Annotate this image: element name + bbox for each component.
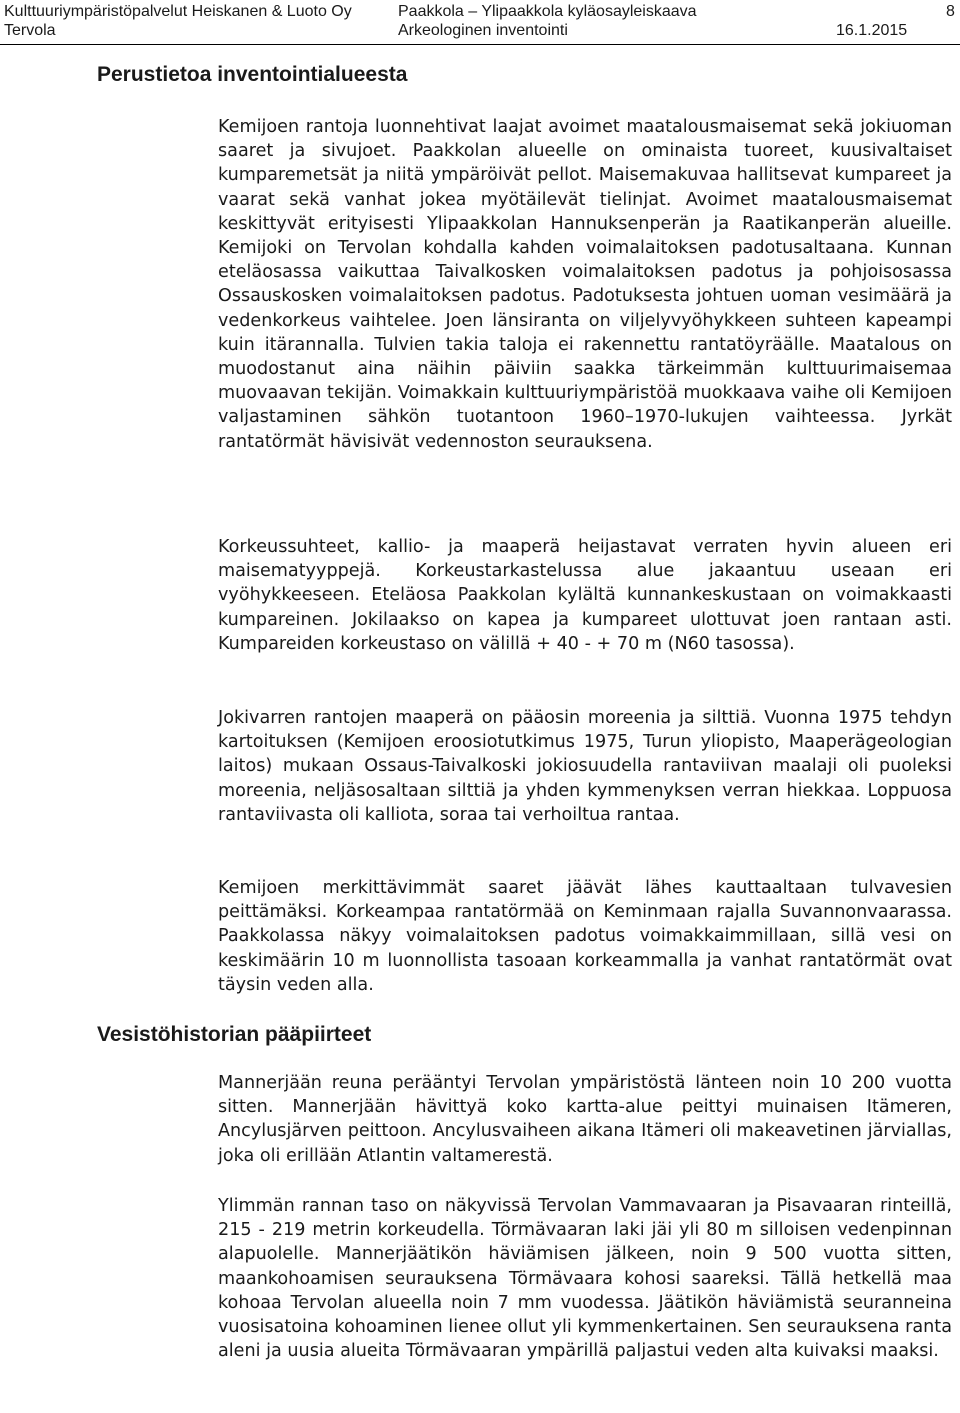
header-report-type: Arkeologinen inventointi (398, 22, 568, 39)
page-header (0, 0, 960, 45)
header-date: 16.1.2015 (836, 22, 908, 39)
header-company: Kulttuuriympäristöpalvelut Heiskanen & Luoto Oy (4, 3, 352, 20)
header-project: Paakkola – Ylipaakkola kyläosayleiskaava (398, 3, 697, 20)
header-municipality: Tervola (4, 22, 56, 39)
section-heading-survey-area: Perustietoa inventointialueesta (97, 63, 408, 86)
header-page-number: 8 (946, 3, 955, 20)
paragraph-soil: Jokivarren rantojen maaperä on pääosin moreenia ja silttiä. Vuonna 1975 tehdyn kartoituksen (Kemijoen eroosiotutkimus 1975, Turun yliopisto, Maaperägeologian laitos) mukaan Ossaus-Taivalkoski jokiosuudella rantaviivan maalaji oli puoleksi moreenia, neljäsosaltaan silttiä ja yhden kymmenyksen verran hiekkaa. Loppuosa rantaviivasta oli kalliota, soraa tai verhoiltua rantaa. (218, 708, 952, 825)
paragraph-islands: Kemijoen merkittävimmät saaret jäävät lähes kauttaaltaan tulvavesien peittämäksi. Korkeampaa rantatörmää on Keminmaan rajalla Suvannonvaarassa. Paakkolassa näkyy voimalaitoksen padotus voimakkaimmillaan, sillä vesi on keskimäärin 10 m luonnollista tasoaan korkeammalla ja vanhat rantatörmät ovat täysin veden alla. (218, 878, 952, 995)
paragraph-ice-sheet: Mannerjään reuna perääntyi Tervolan ympäristöstä länteen noin 10 200 vuotta sitten. Mannerjään hävittyä koko kartta-alue peittyi muinaisen Itämeren, Ancylusjärven peittoon. Ancylusvaiheen aikana Itämeri oli makeavetinen järviallas, joka oli erillään Atlantin valtamerestä. (218, 1073, 952, 1166)
paragraph-shoreline: Ylimmän rannan taso on näkyvissä Tervolan Vammavaaran ja Pisavaaran rinteillä, 215 - 219 metrin korkeudella. Törmävaaran laki jäi yli 80 m silloisen vedenpinnan alapuolelle. Mannerjäätikön häviämisen jälkeen, noin 9 500 vuotta sitten, maankohoamisen seurauksena Törmävaara kohosi saareksi. Tällä hetkellä maa kohoaa Tervolan alueella noin 7 mm vuodessa. Jäätikön häviämistä seuranneina vuosisatoina kohoaminen lienee ollut yli kymmenkertainen. Sen seurauksena ranta aleni ja uusia alueita Törmävaaran ympärillä paljastui veden alta kuivaksi maaksi. (218, 1196, 952, 1362)
paragraph-elevation: Korkeussuhteet, kallio- ja maaperä heijastavat verraten hyvin alueen eri maisematyyppejä. Korkeustarkastelussa alue jakaantuu useaan eri vyöhykkeeseen. Eteläosa Paakkolan kylältä kunnankeskustaan on voimakkaasti kumpareinen. Jokilaakso on kapea ja kumpareet ulottuvat joen rantaan asti. Kumpareiden korkeustaso on välillä + 40 - + 70 m (N60 tasossa). (218, 537, 952, 654)
section-heading-water-history: Vesistöhistorian pääpiirteet (97, 1023, 372, 1046)
paragraph-landscape: Kemijoen rantoja luonnehtivat laajat avoimet maatalousmaisemat sekä jokiuoman saaret ja sivujoet. Paakkolan alueelle on ominaista tuoreet, kuusivaltaiset kumparemetsät ja niitä ympäröivät pellot. Maisemakuvaa hallitsevat kumpareet ja vaarat sekä vanhat jokea myötäilevät tielinjat. Avoimet maatalousmaisemat keskittyvät erityisesti Ylipaakkolan Hannuksenperän ja Raatikanperän alueille. Kemijoki on Tervolan kohdalla kahden voimalaitoksen padotusaltaana. Kunnan eteläosassa vaikuttaa Taivalkosken voimalaitoksen padotus ja pohjoisosassa Ossauskosken voimalaitoksen padotus. Padotuksesta johtuen uoman vesimäärä ja vedenkorkeus vaihtelee. Joen länsiranta on viljelyvyöhykkeen suhteen kapeampi kuin itärannalla. Tulvien takia taloja ei rakennettu rantatöyräälle. Maatalous on muodostanut aina näihin päiviin saakka tärkeimmän kulttuurimaisemaa muovaavan tekijän. Voimakkain kulttuuriympäristöä muokkaava vaihe oli Kemijoen valjastaminen sähkön tuotantoon 1960–1970-lukujen vaihteessa. Jyrkät rantatörmät hävisivät vedennoston seurauksena. (218, 117, 952, 452)
